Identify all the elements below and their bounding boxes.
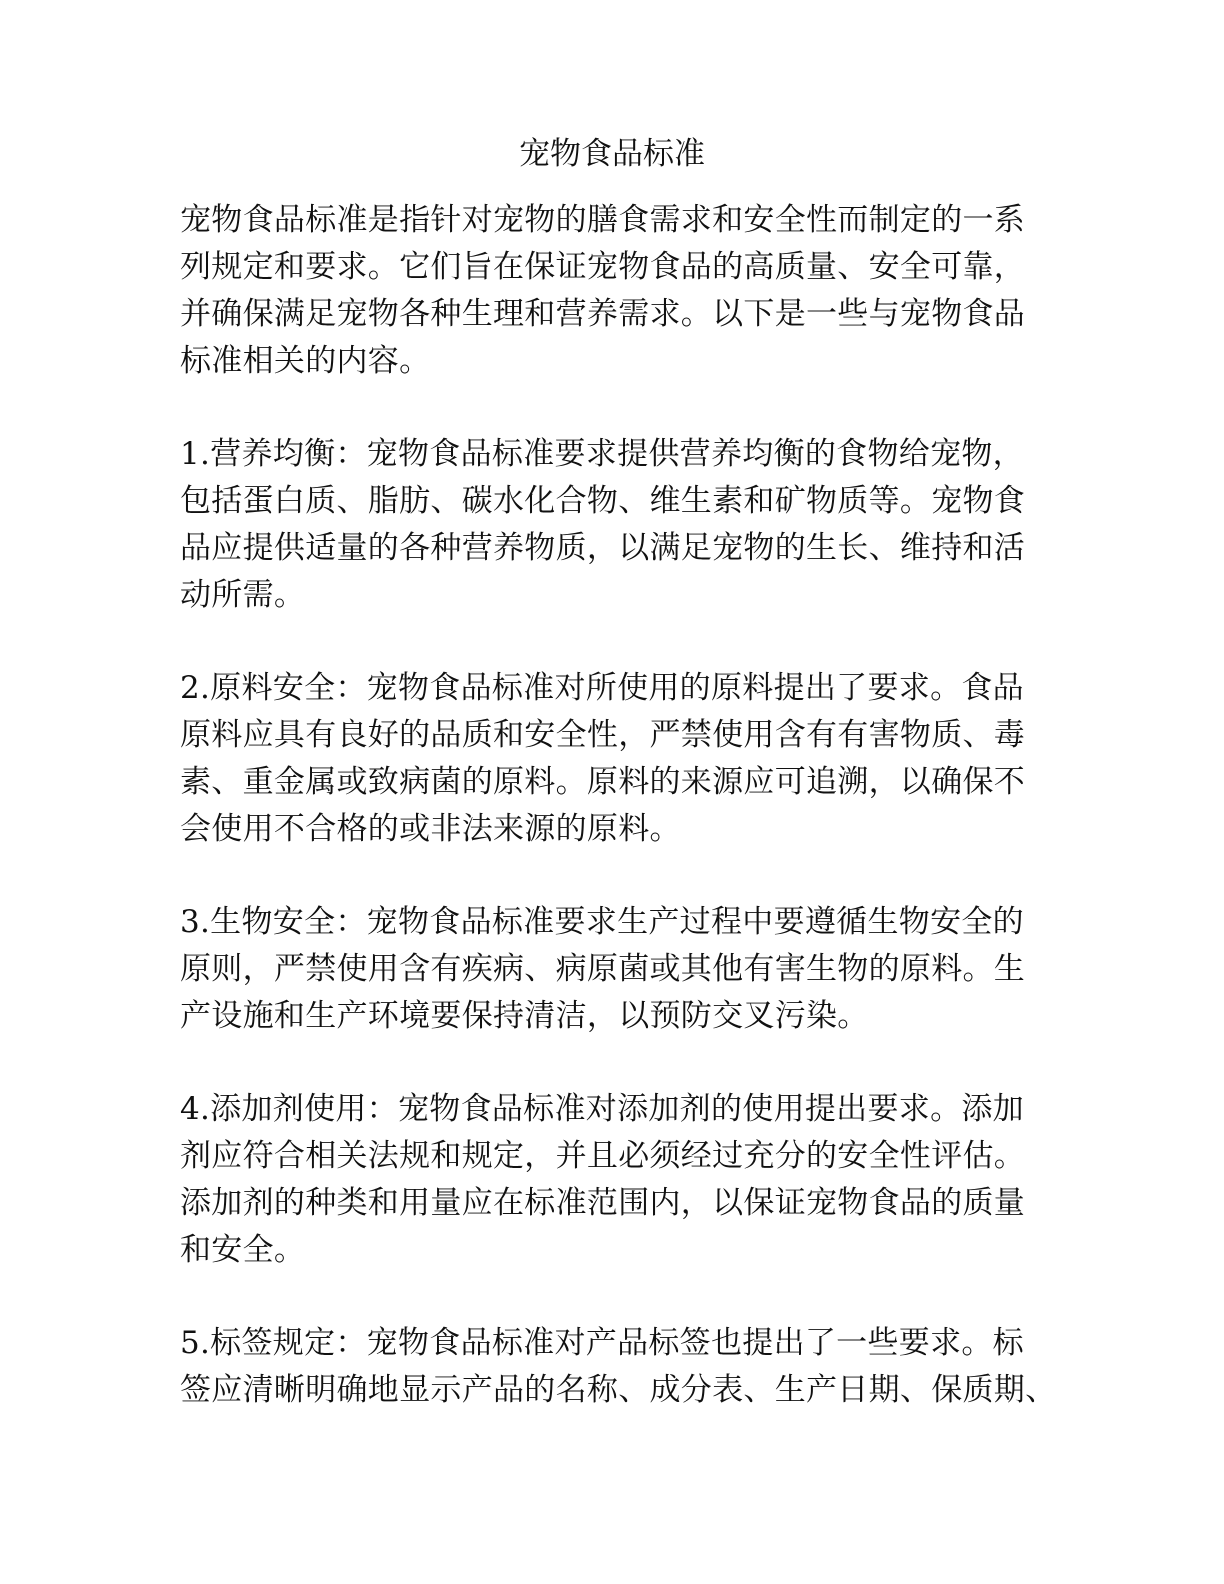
page-title: 宠物食品标准 <box>519 136 705 172</box>
text-line: 1.营养均衡：宠物食品标准要求提供营养均衡的食物给宠物， <box>180 436 1024 472</box>
text-line: 4.添加剂使用：宠物食品标准对添加剂的使用提出要求。添加 <box>180 1091 1024 1127</box>
paragraph-intro <box>180 197 1040 385</box>
text-line: 签应清晰明确地显示产品的名称、成分表、生产日期、保质期、 <box>180 1372 1057 1408</box>
text-line: 宠物食品标准是指针对宠物的膳食需求和安全性而制定的一系 <box>180 202 1026 238</box>
text-line: 会使用不合格的或非法来源的原料。 <box>180 811 681 847</box>
text-line: 产设施和生产环境要保持清洁，以预防交叉污染。 <box>180 998 869 1034</box>
text-line: 动所需。 <box>180 577 306 613</box>
text-line: 品应提供适量的各种营养物质，以满足宠物的生长、维持和活 <box>180 530 1026 566</box>
text-line: 原料应具有良好的品质和安全性，严禁使用含有有害物质、毒 <box>180 717 1026 753</box>
text-line: 剂应符合相关法规和规定，并且必须经过充分的安全性评估。 <box>180 1138 1026 1174</box>
text-line: 包括蛋白质、脂肪、碳水化合物、维生素和矿物质等。宠物食 <box>180 483 1026 519</box>
paragraph-biosafety <box>180 899 1040 1040</box>
text-line: 素、重金属或致病菌的原料。原料的来源应可追溯，以确保不 <box>180 764 1026 800</box>
text-line: 3.生物安全：宠物食品标准要求生产过程中要遵循生物安全的 <box>180 904 1024 940</box>
text-line: 并确保满足宠物各种生理和营养需求。以下是一些与宠物食品 <box>180 296 1026 332</box>
text-line: 添加剂的种类和用量应在标准范围内，以保证宠物食品的质量 <box>180 1185 1026 1221</box>
paragraph-additives <box>180 1086 1040 1274</box>
text-line: 和安全。 <box>180 1232 306 1268</box>
document-body <box>180 197 1057 1460</box>
text-line: 列规定和要求。它们旨在保证宠物食品的高质量、安全可靠， <box>180 249 1026 285</box>
paragraph-nutrition <box>180 431 1040 619</box>
text-line: 原则，严禁使用含有疾病、病原菌或其他有害生物的原料。生 <box>180 951 1026 987</box>
text-line: 2.原料安全：宠物食品标准对所使用的原料提出了要求。食品 <box>180 670 1024 706</box>
text-line: 5.标签规定：宠物食品标准对产品标签也提出了一些要求。标 <box>180 1325 1024 1361</box>
paragraph-ingredients <box>180 665 1040 853</box>
paragraph-labeling <box>180 1320 1057 1414</box>
text-line: 标准相关的内容。 <box>180 343 431 379</box>
